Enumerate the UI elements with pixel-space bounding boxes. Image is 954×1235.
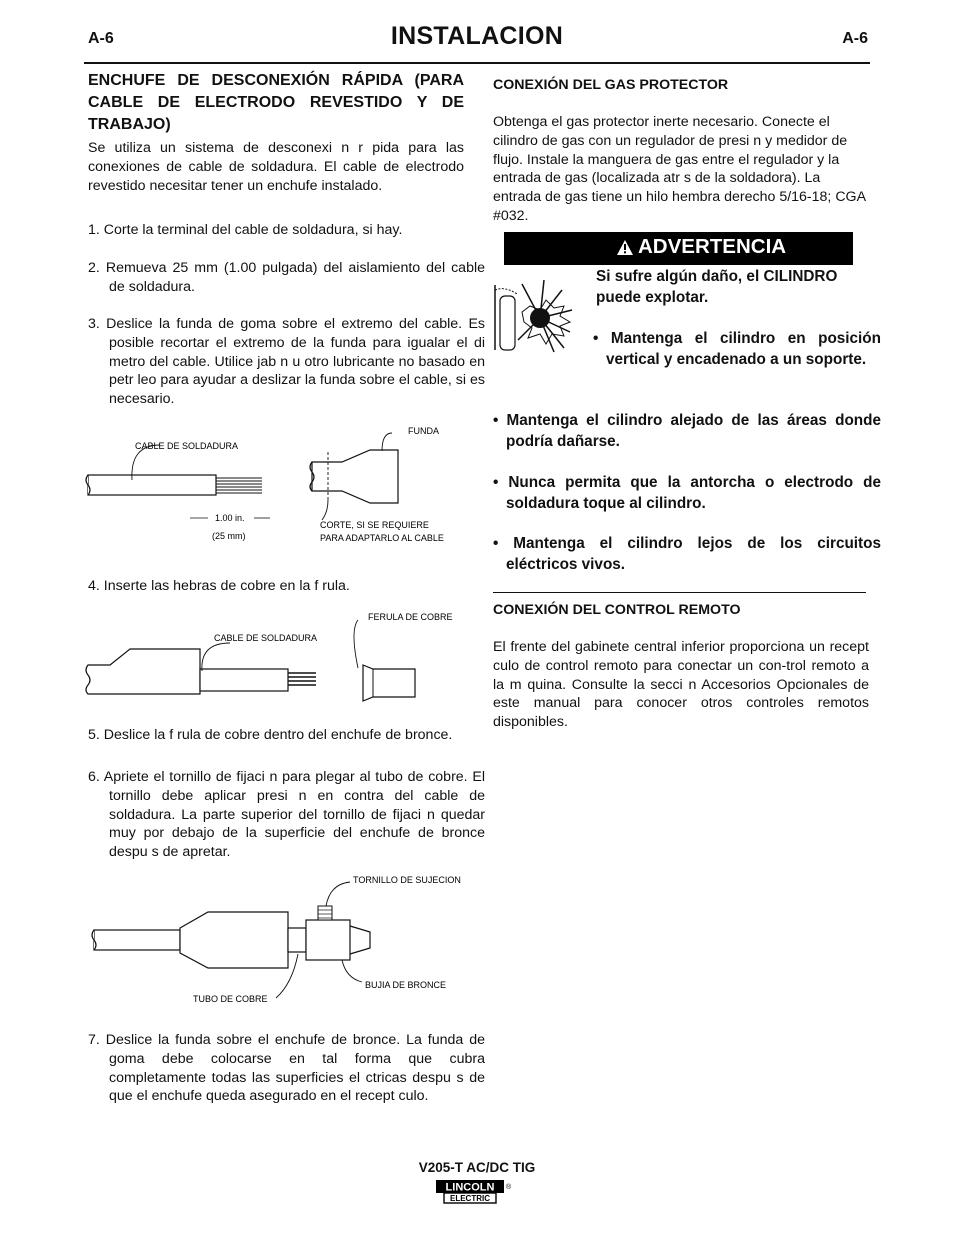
copper-ferrule (363, 665, 415, 701)
step-5: 5. Deslice la f rula de cobre dentro del enchufe de bronce. (88, 727, 453, 743)
warning-banner (504, 232, 853, 265)
footer-model: V205-T AC/DC TIG (418, 1160, 536, 1175)
page-title: INSTALACION (390, 22, 564, 50)
step-4: 4. Inserte las hebras de cobre en la f rula. (88, 578, 350, 594)
logo-registered: ® (506, 1184, 512, 1191)
logo-lincoln: LINCOLN (445, 1181, 495, 1194)
warning-bullet-4: • Mantenga el cilindro lejos de los circuitos eléctricos vivos. (493, 535, 881, 573)
warning-triangle-icon (616, 239, 634, 256)
header-rule (84, 62, 870, 64)
warning-bullet-2: • Mantenga el cilindro alejado de las áreas donde podría dañarse. (493, 412, 881, 450)
label-tornillo: TORNILLO DE SUJECION (353, 875, 461, 885)
rubber-boot-3 (180, 912, 288, 968)
brass-plug-figure (80, 868, 470, 1008)
step-1: 1. Corte la terminal del cable de soldadura, si hay. (88, 222, 403, 238)
label-corte-2: PARA ADAPTARLO AL CABLE (320, 533, 444, 543)
step-2: 2. Remueva 25 mm (1.00 pulgada) del aislamiento del cable de soldadura. (88, 260, 485, 295)
step-6: 6. Apriete el tornillo de fijaci n para plegar al tubo de cobre. El tornillo debe aplicar presi n en contra del cable de soldadura. La parte superior del tornillo de fijaci n quedar muy por debajo de la superficie del enchufe de bronce despu s de apretar. (88, 769, 485, 861)
label-tubo: TUBO DE COBRE (193, 994, 268, 1004)
gas-paragraph: Obtenga el gas protector inerte necesario. Conecte el cilindro de gas con un regulador de presi n y medidor de flujo. Instale la manguera de gas entre el regulador y la entrada de gas (localizada atr s de la soldadora). La entrada de gas tiene un hilo hembra derecho 5/16-18; CGA #032. (493, 114, 866, 224)
label-cable-2: CABLE DE SOLDADURA (214, 633, 318, 643)
warning-lead: Si sufre algún daño, el CILINDRO puede explotar. (596, 268, 838, 306)
step-3: 3. Deslice la funda de goma sobre el extremo del cable. Es posible recortar el extremo de la funda para igualar el di metro del cable. Utilice jab n u otro lubricante no basado en petr leo para ayudar a deslizar la funda sobre el cable, si es necesario. (88, 316, 485, 408)
copper-tube (288, 928, 306, 952)
remote-paragraph: El frente del gabinete central inferior proporciona un recept culo de control remoto para conectar un con-trol remoto a la m quina. Consulte la secci n Accesorios Opcionales de este manual para conocer otros controles remotos disponibles. (493, 639, 869, 731)
cable-jacket-2 (200, 669, 288, 691)
cable-jacket (88, 475, 216, 495)
gas-heading: CONEXIÓN DEL GAS PROTECTOR (493, 77, 729, 93)
page-number-right: A-6 (842, 30, 868, 47)
label-corte-1: CORTE, SI SE REQUIERE (320, 520, 429, 530)
intro-paragraph: Se utiliza un sistema de desconexi n r pida para las conexiones de cable de soldadura. El cable de electrodo revestido necesitar tener un enchufe instalado. (88, 140, 464, 194)
logo-electric: ELECTRIC (450, 1194, 490, 1203)
label-bujia: BUJIA DE BRONCE (365, 980, 447, 990)
label-funda: FUNDA (408, 426, 439, 436)
label-cable: CABLE DE SOLDADURA (135, 441, 239, 451)
remote-heading: CONEXIÓN DEL CONTROL REMOTO (493, 602, 741, 618)
warning-bullet-1: • Mantenga el cilindro en posición vertical y encadenado a un soporte. (593, 330, 881, 368)
rubber-boot (312, 450, 398, 503)
step-7: 7. Deslice la funda sobre el enchufe de bronce. La funda de goma debe colocarse en tal forma que cubra completamente todas las superficies el ctricas despu s de que el enchufe queda asegurado en el recept culo. (88, 1032, 485, 1105)
cable-jacket-3 (94, 930, 180, 950)
ferrule-figure (80, 605, 470, 715)
lincoln-electric-logo (435, 1179, 515, 1205)
section-heading: ENCHUFE DE DESCONEXIÓN RÁPIDA (PARA CABLE DE ELECTRODO REVESTIDO Y DE TRABAJO) (88, 72, 464, 133)
label-ferula: FERULA DE COBRE (368, 612, 453, 622)
cylinder-explosion-icon (492, 270, 582, 360)
label-dim-mm: (25 mm) (212, 531, 246, 541)
page-number-left: A-6 (88, 30, 114, 47)
label-dim-in: 1.00 in. (215, 513, 245, 523)
copper-strands (216, 478, 262, 493)
warning-title: ADVERTENCIA (638, 235, 787, 258)
cable-strip-figure (80, 420, 470, 550)
warning-bullet-3: • Nunca permita que la antorcha o electrodo de soldadura toque al cilindro. (493, 474, 881, 512)
brass-plug (306, 920, 350, 960)
boot-on-cable (86, 649, 200, 694)
quick-disconnect-heading (88, 70, 464, 136)
section-divider (493, 592, 866, 593)
